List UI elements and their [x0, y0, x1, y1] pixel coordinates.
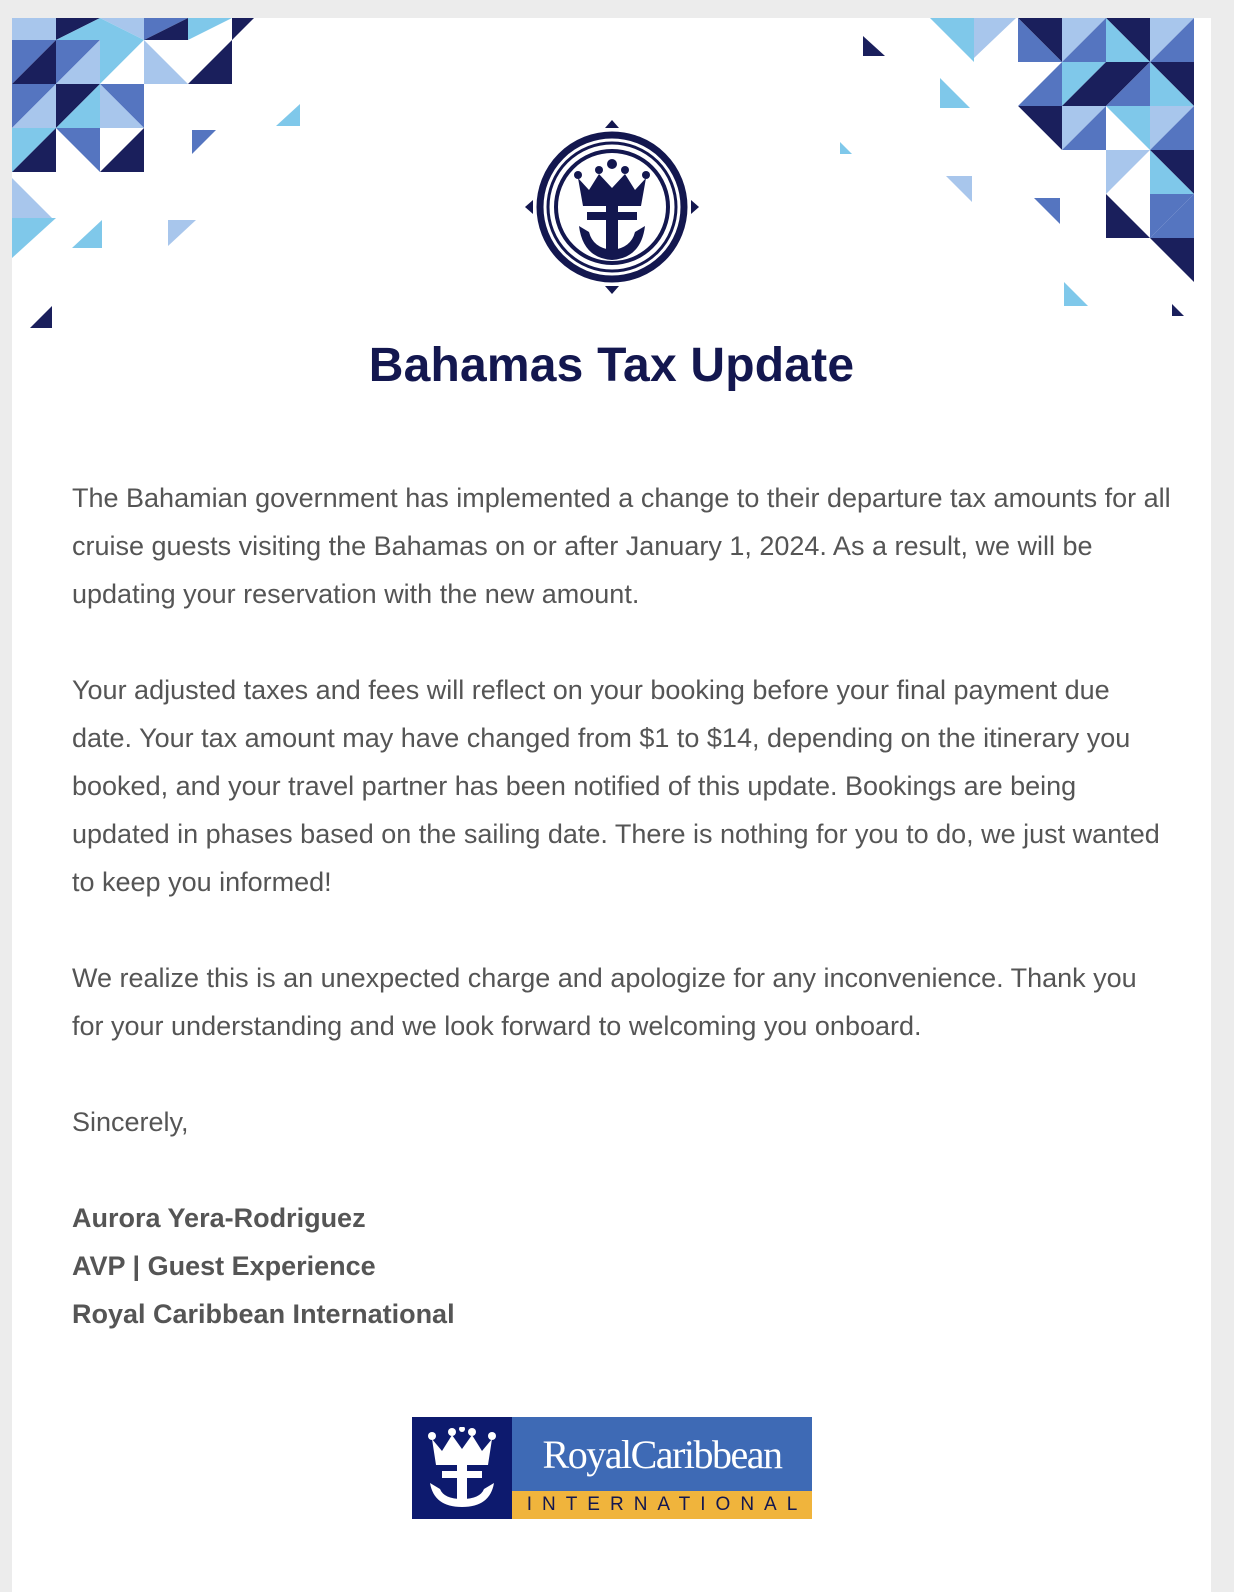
- body-paragraph-3: We realize this is an unexpected charge and apologize for any inconvenience. Thank you for your understanding and we look forward to welcoming you onboard.: [72, 963, 1137, 1041]
- logo-tagline: INTERNATIONAL: [526, 1494, 808, 1515]
- right-triangle-pattern: [840, 18, 1194, 316]
- signature-role: AVP | Guest Experience: [72, 1251, 376, 1281]
- left-triangle-pattern: [12, 18, 300, 328]
- logo-tagline-panel: [512, 1491, 812, 1519]
- logo-wordmark-panel: [512, 1417, 812, 1491]
- signature-company: Royal Caribbean International: [72, 1299, 455, 1329]
- logo-emblem-panel: [412, 1417, 512, 1519]
- logo-wordmark: RoyalCaribbean: [542, 1432, 782, 1477]
- closing-salutation: Sincerely,: [72, 1107, 189, 1137]
- email-card: [12, 18, 1211, 1592]
- royal-caribbean-logo: [412, 1417, 812, 1519]
- royal-caribbean-crown-anchor-icon: [523, 118, 701, 296]
- body-paragraph-2: Your adjusted taxes and fees will reflect on your booking before your final payment due date. Your tax amount may have changed from $1 to $14, depending on the itinerary you booked, and your travel partner has been notified of this update. Bookings are being updated in phases based on the sailing date. There is nothing for you to do, we just wanted to keep you informed!: [72, 675, 1160, 897]
- signature-name: Aurora Yera-Rodriguez: [72, 1203, 366, 1233]
- crown-anchor-icon: [426, 1427, 498, 1509]
- body-paragraph-1: The Bahamian government has implemented a change to their departure tax amounts for all cruise guests visiting the Bahamas on or after January 1, 2024. As a result, we will be updating your reservation with the new amount.: [72, 483, 1171, 609]
- signature-block: [72, 1194, 455, 1338]
- email-title: Bahamas Tax Update: [368, 339, 855, 392]
